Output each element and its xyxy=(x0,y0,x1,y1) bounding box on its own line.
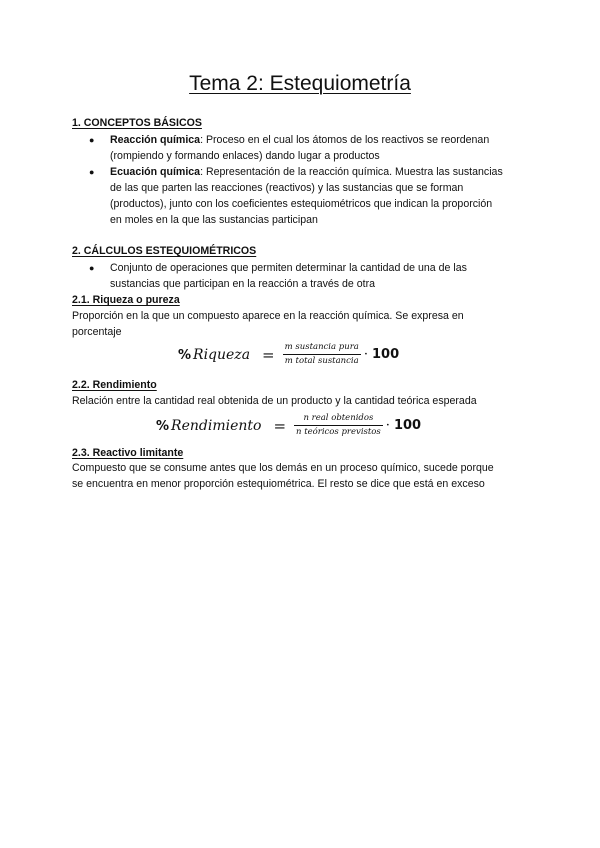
equals-sign: = xyxy=(262,345,275,364)
rendimiento-description xyxy=(72,393,528,409)
fraction-denominator: m total sustancia xyxy=(284,356,359,366)
multiply-sign: · xyxy=(363,347,368,362)
bullet-icon: ● xyxy=(89,263,95,273)
formula-fraction xyxy=(283,342,361,367)
definition-text: (productos), junto con los coeficientes estequiométricos que indican la proporción xyxy=(110,198,493,210)
formula-fraction xyxy=(294,413,383,438)
definition-text: en moles en la que las sustancias participan xyxy=(110,214,318,226)
subheading-riqueza: 2.1. Riqueza o pureza xyxy=(72,294,180,306)
fraction-numerator: m sustancia pura xyxy=(284,342,359,352)
bullet-icon: ● xyxy=(89,167,95,177)
page-title: Tema 2: Estequiometría xyxy=(189,72,411,95)
riqueza-formula xyxy=(178,342,399,367)
list-item xyxy=(86,132,526,164)
section-heading-calculos: 2. CÁLCULOS ESTEQUIOMÉTRICOS xyxy=(72,245,257,257)
equals-sign: = xyxy=(273,416,287,435)
formula-lhs xyxy=(178,347,250,363)
reactivo-limitante-description xyxy=(72,460,528,492)
multiply-sign: · xyxy=(385,418,390,433)
subheading-rendimiento: 2.2. Rendimiento xyxy=(72,379,157,391)
bullet-text: sustancias que participan en la reacción a través de otra xyxy=(110,278,375,290)
subheading-reactivo-limitante: 2.3. Reactivo limitante xyxy=(72,447,184,459)
riqueza-description xyxy=(72,308,528,340)
bullet-icon: ● xyxy=(89,135,95,145)
section-heading-conceptos: 1. CONCEPTOS BÁSICOS xyxy=(72,117,202,129)
bullet-text: Conjunto de operaciones que permiten determinar la cantidad de una de las xyxy=(110,262,467,274)
fraction-numerator: n real obtenidos xyxy=(303,413,374,423)
paragraph-line: Proporción en la que un compuesto aparece en la reacción química. Se expresa en xyxy=(72,310,464,322)
rendimiento-formula xyxy=(156,413,421,438)
definition-text: de las que parten las reacciones (reactivos) y las sustancias que se forman xyxy=(110,182,464,194)
list-item xyxy=(86,260,526,292)
formula-factor: 100 xyxy=(371,347,400,362)
term-label: Ecuación química xyxy=(110,166,201,178)
fraction-bar xyxy=(283,354,361,355)
term-label: Reacción química xyxy=(110,134,201,146)
formula-lhs xyxy=(156,418,261,434)
formula-factor: 100 xyxy=(393,418,422,433)
definition-text: (rompiendo y formando enlaces) dando lugar a productos xyxy=(110,150,380,162)
paragraph-line: Compuesto que se consume antes que los demás en un proceso químico, sucede porque xyxy=(72,462,494,474)
fraction-denominator: n teóricos previstos xyxy=(296,427,381,437)
list-item xyxy=(86,164,526,228)
percent-sign: % xyxy=(156,418,170,434)
definition-text: : Representación de la reacción química. Muestra las sustancias xyxy=(200,166,503,178)
percent-sign: % xyxy=(178,347,192,363)
paragraph-line: se encuentra en menor proporción estequiométrica. El resto se dice que está en exceso xyxy=(72,478,485,490)
definition-text: : Proceso en el cual los átomos de los reactivos se reordenan xyxy=(200,134,490,146)
formula-variable: Riqueza xyxy=(193,346,251,363)
fraction-bar xyxy=(294,425,383,426)
paragraph-line: porcentaje xyxy=(72,326,122,338)
calculos-list xyxy=(86,260,526,292)
paragraph-line: Relación entre la cantidad real obtenida de un producto y la cantidad teórica esperada xyxy=(72,395,477,407)
conceptos-list xyxy=(86,132,526,228)
formula-variable: Rendimiento xyxy=(171,417,262,434)
